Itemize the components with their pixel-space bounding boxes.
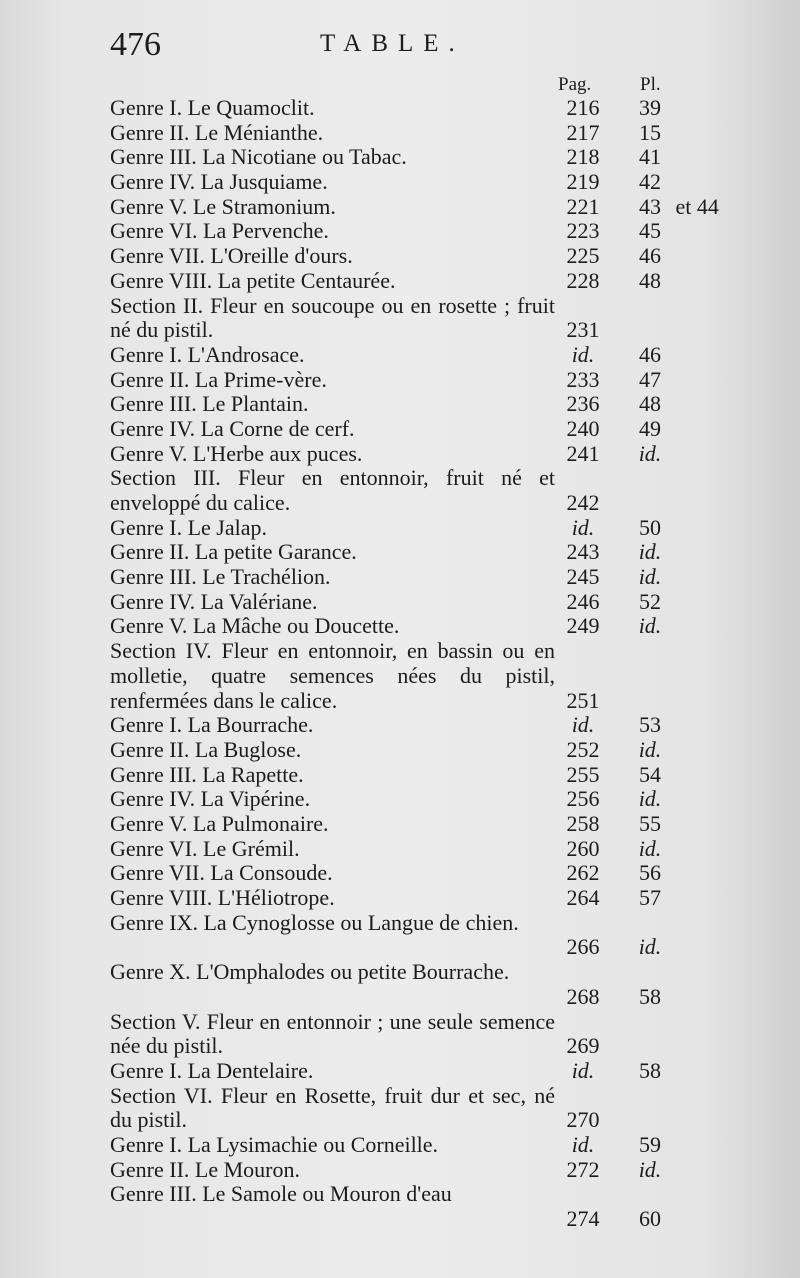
toc-entry [110, 244, 750, 269]
entry-plate: 56 [639, 860, 661, 886]
column-header-pag: Pag. [558, 74, 592, 95]
toc-entry [110, 1133, 750, 1158]
entry-label: Genre III. Le Plantain. [110, 391, 309, 417]
entry-label: Genre II. La Prime-vère. [110, 366, 327, 392]
entry-label: Genre IV. La Vipérine. [110, 786, 311, 812]
entry-label: Genre X. L'Omphalodes ou petite Bourrache. [110, 959, 510, 985]
toc-entry [110, 1158, 750, 1183]
entry-plate: 57 [639, 885, 661, 911]
entry-label: Genre I. La Bourrache. [110, 712, 314, 738]
toc-entry [110, 960, 750, 1009]
toc-entry [110, 170, 750, 195]
entry-page: 274 [566, 1206, 600, 1232]
toc-entry [110, 1182, 750, 1231]
toc-entry [110, 466, 750, 515]
entry-page: 246 [566, 588, 600, 614]
entry-label: Genre I. La Lysimachie ou Corneille. [110, 1132, 439, 1157]
entry-label: Genre III. Le Trachélion. [110, 564, 331, 590]
entry-page: 218 [566, 144, 600, 170]
entry-page: id. [571, 514, 595, 540]
entry-label: Genre I. L'Androsace. [110, 341, 305, 367]
toc-entry [110, 294, 750, 343]
toc-entry [110, 911, 750, 960]
entry-label: Genre IV. La Valériane. [110, 588, 318, 614]
toc-entry [110, 861, 750, 886]
entry-page: 269 [566, 1033, 600, 1059]
entry-page: 252 [566, 736, 600, 762]
entry-label: Genre VI. La Pervenche. [110, 218, 329, 244]
entry-label: Genre IV. La Corne de cerf. [110, 415, 355, 441]
entry-label: Genre I. Le Quamoclit. [110, 95, 315, 120]
entry-label: Section VI. Fleur en Rosette, fruit dur et sec, né du pistil. [110, 1082, 555, 1133]
entry-label: Genre V. La Mâche ou Doucette. [110, 613, 400, 639]
entry-label: Genre II. Le Mouron. [110, 1156, 300, 1182]
toc-entry [110, 837, 750, 862]
entry-plate: id. [638, 564, 662, 590]
toc-entry [110, 219, 750, 244]
toc-entry [110, 614, 750, 639]
entry-label: Genre IX. La Cynoglosse ou Langue de chien. [110, 909, 519, 935]
entry-plate: id. [638, 613, 662, 639]
entry-label: Section II. Fleur en soucoupe ou en rosette ; fruit né du pistil. [110, 292, 555, 343]
entry-page: 256 [566, 786, 600, 812]
toc-entry [110, 886, 750, 911]
entry-plate: 50 [639, 514, 661, 540]
entry-label: Genre I. La Dentelaire. [110, 1057, 314, 1083]
entry-label: Genre V. L'Herbe aux puces. [110, 440, 363, 466]
toc-entry [110, 540, 750, 565]
entry-plate: 47 [639, 366, 661, 392]
entry-label: Genre IV. La Jusquiame. [110, 169, 328, 195]
entry-page: 268 [566, 983, 600, 1009]
entry-plate: 46 [639, 243, 661, 269]
entry-plate: id. [638, 539, 662, 565]
toc-entry [110, 738, 750, 763]
entry-label: Genre II. La petite Garance. [110, 539, 357, 565]
entry-page: id. [571, 1057, 595, 1083]
entry-page: 225 [566, 243, 600, 269]
entry-page: 221 [566, 193, 600, 219]
entry-page: 241 [566, 440, 600, 466]
entry-label: Genre I. Le Jalap. [110, 514, 267, 540]
entry-plate: 45 [639, 218, 661, 244]
toc-entry [110, 812, 750, 837]
entry-label: Genre II. Le Ménianthe. [110, 119, 324, 145]
entry-page: 245 [566, 564, 600, 590]
entry-plate: 49 [639, 415, 661, 441]
toc-entry [110, 269, 750, 294]
entry-page: 242 [566, 490, 600, 516]
entry-plate: 59 [639, 1131, 661, 1157]
entry-plate: id. [638, 736, 662, 762]
table-of-contents [110, 96, 750, 1232]
entry-page: 223 [566, 218, 600, 244]
entry-plate: 39 [639, 94, 661, 120]
entry-label: Section V. Fleur en entonnoir ; une seule semence née du pistil. [110, 1008, 555, 1059]
toc-entry [110, 565, 750, 590]
entry-page: id. [571, 712, 595, 738]
entry-page: 243 [566, 539, 600, 565]
toc-entry [110, 1059, 750, 1084]
entry-page: 262 [566, 860, 600, 886]
entry-page: id. [571, 1131, 595, 1157]
entry-label: Genre VII. La Consoude. [110, 860, 333, 886]
toc-entry [110, 442, 750, 467]
toc-entry [110, 145, 750, 170]
page-number: 476 [110, 26, 161, 63]
entry-label: Genre VIII. L'Héliotrope. [110, 885, 335, 911]
entry-page: id. [571, 341, 595, 367]
entry-plate: 42 [639, 169, 661, 195]
entry-plate: 48 [639, 267, 661, 293]
toc-entry [110, 639, 750, 713]
entry-plate: 46 [639, 341, 661, 367]
toc-entry [110, 1084, 750, 1133]
entry-plate: id. [638, 835, 662, 861]
entry-plate: 53 [639, 712, 661, 738]
entry-plate: id. [638, 934, 662, 960]
toc-entry [110, 1010, 750, 1059]
entry-label: Genre II. La Buglose. [110, 736, 302, 762]
entry-page: 216 [566, 94, 600, 120]
entry-page: 228 [566, 267, 600, 293]
toc-entry [110, 713, 750, 738]
toc-entry [110, 96, 750, 121]
entry-plate: 55 [639, 810, 661, 836]
entry-page: 258 [566, 810, 600, 836]
column-header-pl: Pl. [640, 74, 661, 95]
toc-entry [110, 763, 750, 788]
entry-plate: id. [638, 440, 662, 466]
entry-label: Genre III. La Nicotiane ou Tabac. [110, 144, 407, 170]
toc-entry [110, 787, 750, 812]
entry-page: 270 [566, 1107, 600, 1133]
entry-plate: 54 [639, 761, 661, 787]
entry-plate: 43 [639, 193, 661, 219]
entry-plate: 15 [639, 119, 661, 145]
entry-label: Genre III. Le Samole ou Mouron d'eau [110, 1181, 452, 1207]
entry-page: 264 [566, 885, 600, 911]
entry-label: Genre VIII. La petite Centaurée. [110, 267, 396, 293]
entry-page: 236 [566, 391, 600, 417]
entry-plate: id. [638, 786, 662, 812]
entry-page: 219 [566, 169, 600, 195]
entry-page: 251 [566, 687, 600, 713]
running-title: TABLE. [320, 30, 465, 57]
entry-page: 255 [566, 761, 600, 787]
entry-page: 266 [566, 934, 600, 960]
entry-page: 233 [566, 366, 600, 392]
entry-plate: 58 [639, 1057, 661, 1083]
entry-page: 249 [566, 613, 600, 639]
entry-page: 272 [566, 1156, 600, 1182]
entry-label: Genre VI. Le Grémil. [110, 835, 300, 861]
entry-label: Genre III. La Rapette. [110, 761, 304, 787]
toc-entry [110, 516, 750, 541]
entry-plate: 41 [639, 144, 661, 170]
entry-page: 240 [566, 415, 600, 441]
entry-page: 260 [566, 835, 600, 861]
page-header [110, 26, 710, 66]
entry-label: Section IV. Fleur en entonnoir, en bassin ou en molletie, quatre semences nées du pistil, renfermées dans le calice. [110, 638, 555, 713]
entry-page: 217 [566, 119, 600, 145]
toc-entry [110, 195, 750, 220]
toc-entry [110, 590, 750, 615]
toc-entry [110, 343, 750, 368]
entry-plate: 48 [639, 391, 661, 417]
entry-label: Section III. Fleur en entonnoir, fruit né et enveloppé du calice. [110, 465, 555, 516]
entry-label: Genre VII. L'Oreille d'ours. [110, 243, 353, 269]
entry-label: Genre V. La Pulmonaire. [110, 811, 329, 836]
entry-label: Genre V. Le Stramonium. [110, 193, 336, 219]
entry-plate: id. [638, 1156, 662, 1182]
entry-plate: 58 [639, 983, 661, 1009]
entry-plate: 52 [639, 588, 661, 614]
toc-entry [110, 368, 750, 393]
entry-plate-extra: et 44 [670, 193, 719, 219]
toc-entry [110, 392, 750, 417]
toc-entry [110, 417, 750, 442]
entry-plate: 60 [639, 1206, 661, 1232]
toc-entry [110, 121, 750, 146]
entry-page: 231 [566, 317, 600, 343]
